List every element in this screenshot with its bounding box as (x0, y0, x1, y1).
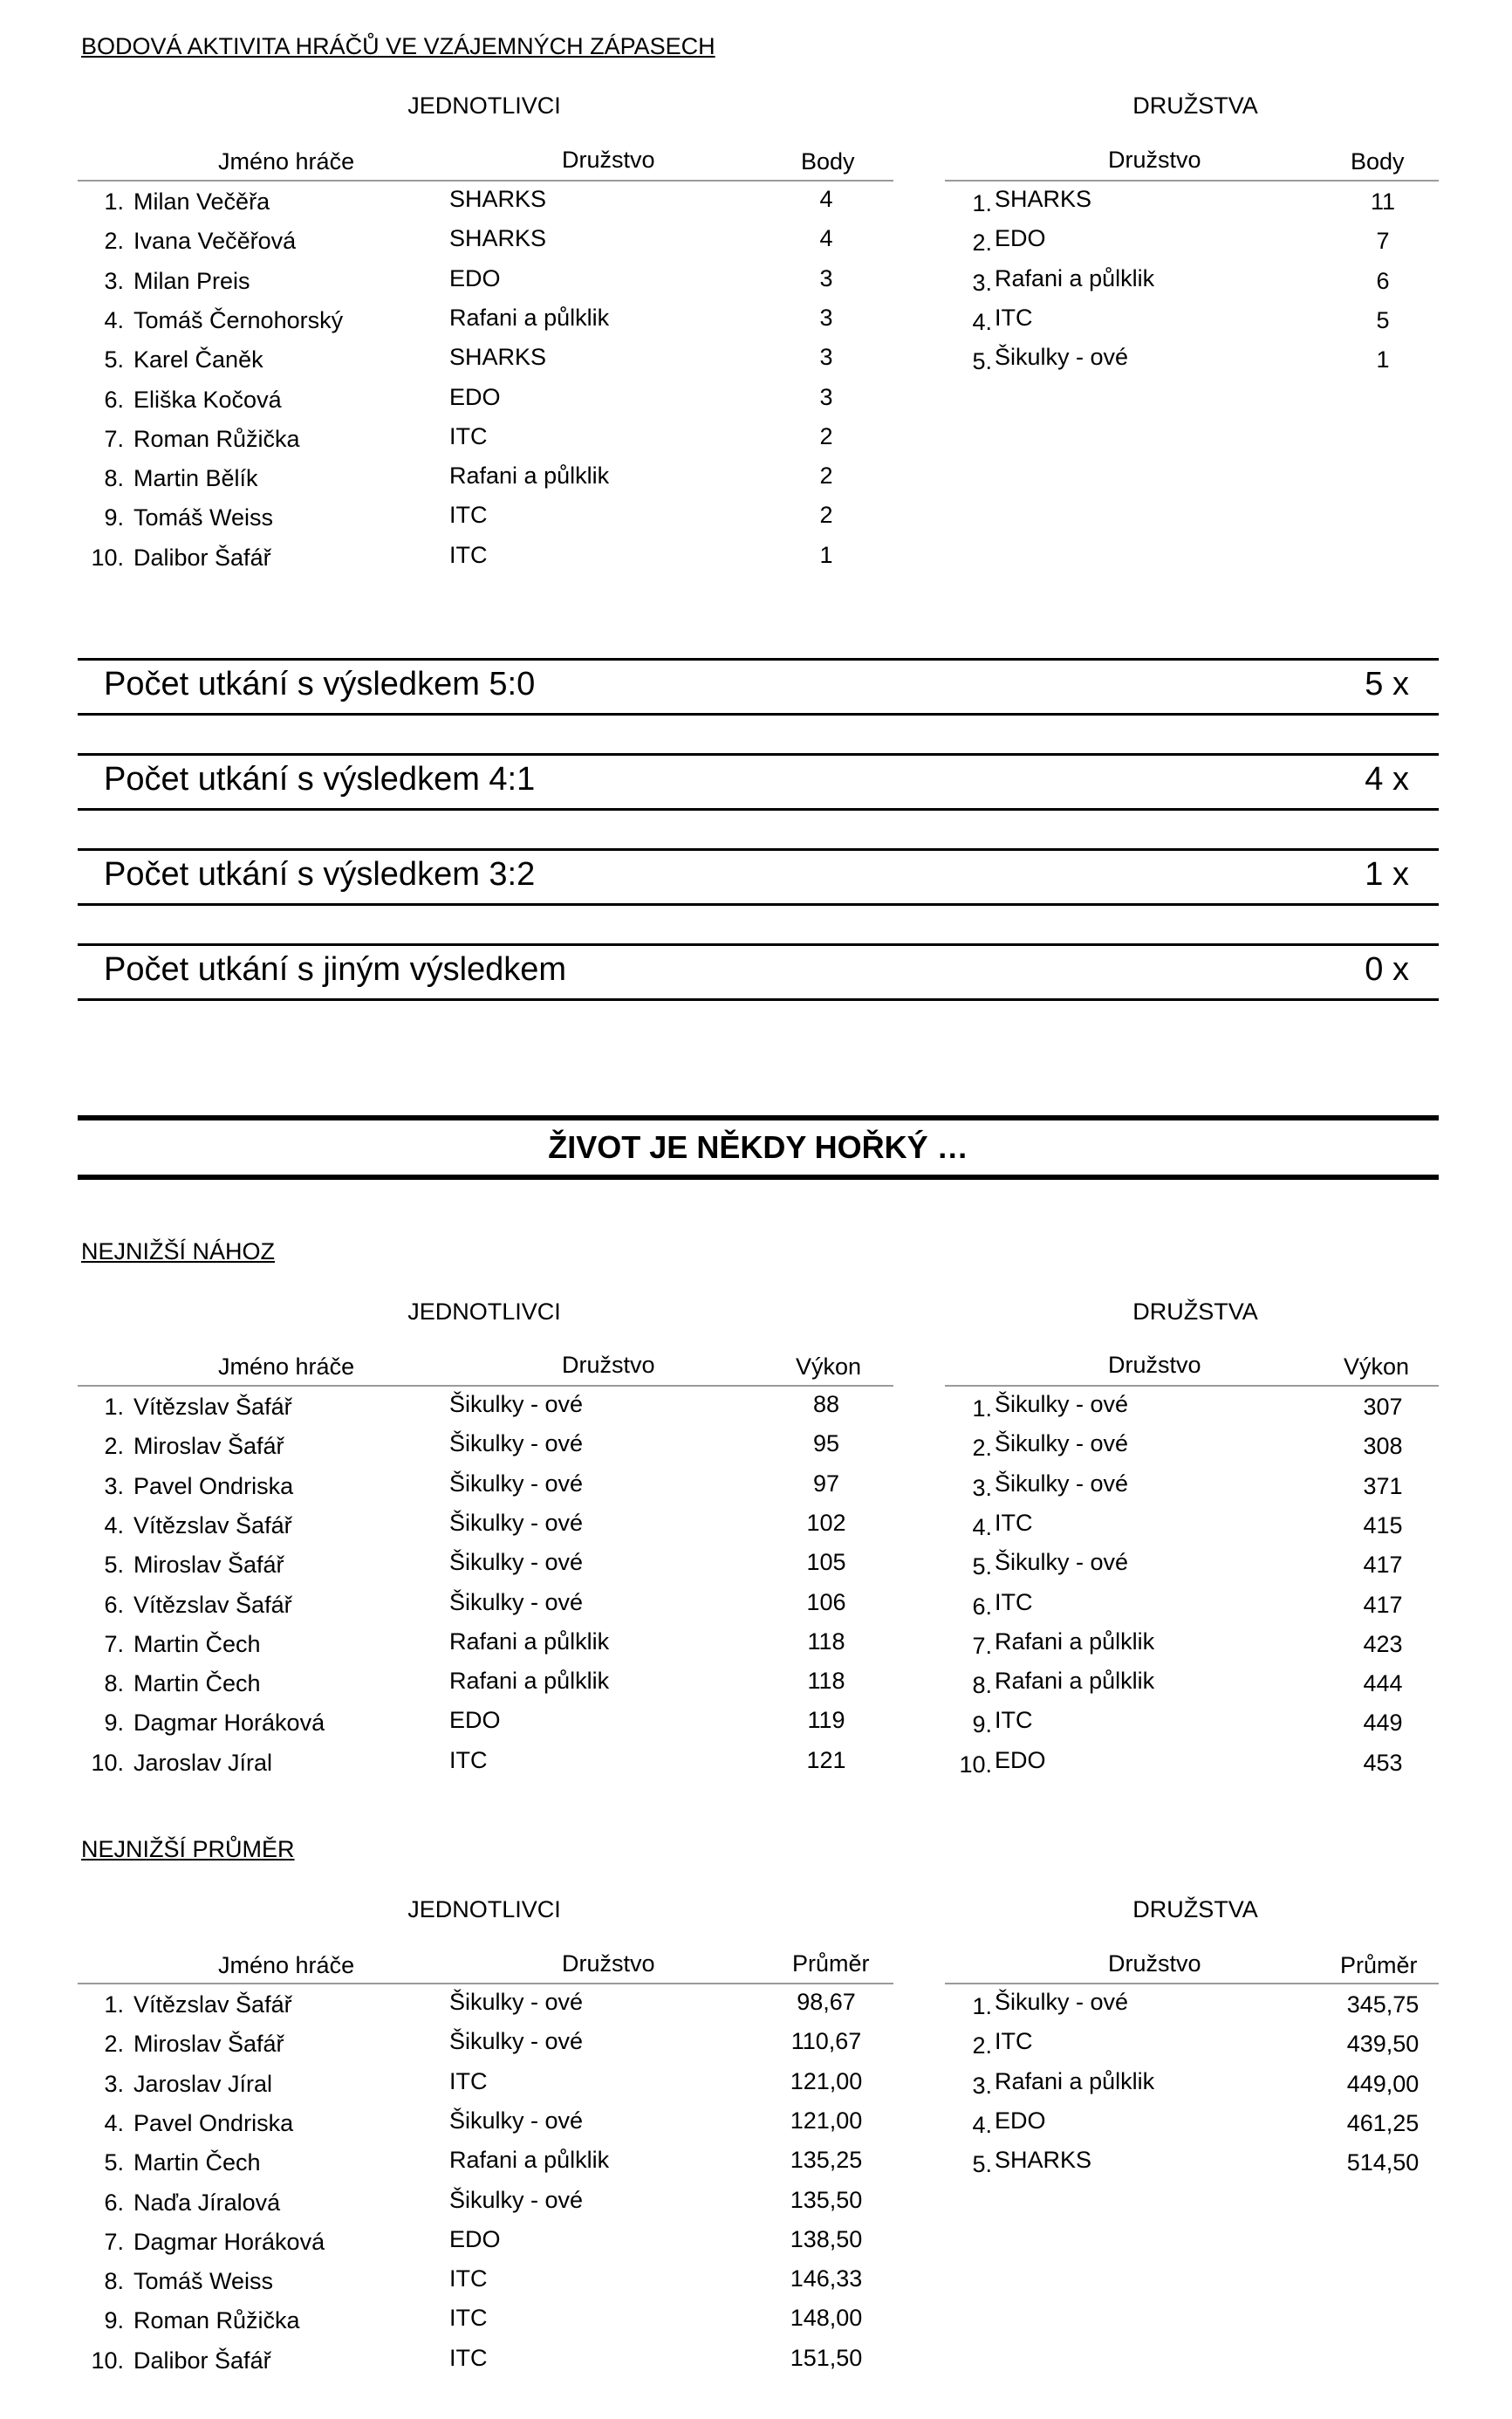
team-name: ITC (449, 422, 488, 449)
lowest-throw-team-header-value: Výkon (1344, 1353, 1410, 1380)
row-rank: 9. (104, 2307, 124, 2334)
player-name: Ivana Večěřová (133, 228, 297, 255)
row-rank: 8. (104, 1670, 124, 1697)
row-value: 105 (806, 1549, 846, 1576)
team-name: Šikulky - ové (449, 2186, 584, 2213)
summary-row-3-2 (78, 848, 1439, 906)
row-value: 307 (1363, 1394, 1403, 1420)
summary-value: 1 x (1365, 856, 1409, 893)
row-value: 95 (812, 1430, 840, 1457)
lowest-throw-individuals-label: JEDNOTLIVCI (407, 1299, 561, 1325)
row-rank: 3. (104, 1472, 124, 1499)
row-rank: 8. (972, 1672, 992, 1699)
lowest-throw-team-header-team: Družstvo (1108, 1352, 1201, 1378)
summary-label: Počet utkání s výsledkem 3:2 (104, 856, 536, 893)
points-header-value: Body (801, 148, 855, 175)
lowest-throw-ind-header-rule (78, 1385, 893, 1387)
team-name: EDO (995, 225, 1046, 252)
row-rank: 4. (104, 306, 124, 333)
team-name: ITC (449, 1746, 488, 1773)
lowest-throw-teams-label: DRUŽSTVA (1132, 1299, 1258, 1325)
row-rank: 4. (104, 1511, 124, 1538)
row-value: 2 (819, 463, 833, 490)
lowest-throw-header-name: Jméno hráče (218, 1353, 355, 1380)
team-name: Šikulky - ové (449, 1989, 584, 2015)
team-name: SHARKS (449, 186, 547, 212)
player-name: Tomáš Černohorský (133, 306, 344, 333)
row-rank: 9. (104, 504, 124, 531)
row-value: 135,25 (790, 2147, 863, 2174)
row-value: 7 (1376, 228, 1390, 255)
row-value: 110,67 (790, 2028, 862, 2055)
team-name: ITC (449, 541, 488, 568)
points-teams-label: DRUŽSTVA (1132, 93, 1258, 119)
player-name: Naďa Jíralová (133, 2189, 281, 2216)
team-name: Šikulky - ové (995, 1470, 1129, 1497)
team-name: Šikulky - ové (995, 1989, 1129, 2015)
row-value: 308 (1363, 1433, 1403, 1460)
team-name: ITC (995, 1509, 1033, 1536)
lowest-average-teams-label: DRUŽSTVA (1132, 1896, 1258, 1922)
row-value: 3 (819, 304, 833, 331)
row-value: 106 (806, 1588, 846, 1615)
player-name: Vítězslav Šafář (133, 1511, 292, 1538)
team-name: SHARKS (995, 186, 1092, 212)
team-name: ITC (449, 502, 488, 529)
row-rank: 6. (972, 1593, 992, 1620)
team-name: Šikulky - ové (995, 344, 1129, 371)
lowest-average-team-header-rule (945, 1983, 1439, 1984)
row-rank: 10. (91, 544, 124, 571)
team-name: Šikulky - ové (449, 1470, 584, 1497)
player-name: Dalibor Šafář (133, 2347, 271, 2374)
row-rank: 5. (104, 346, 124, 373)
player-name: Dagmar Horáková (133, 2228, 325, 2255)
row-value: 5 (1376, 306, 1390, 333)
row-rank: 8. (104, 2268, 124, 2295)
row-rank: 2. (972, 1435, 992, 1462)
player-name: Tomáš Weiss (133, 504, 274, 531)
row-value: 118 (807, 1628, 845, 1655)
player-name: Martin Čech (133, 2149, 261, 2176)
row-rank: 2. (104, 1433, 124, 1460)
lowest-average-individuals-label: JEDNOTLIVCI (407, 1896, 561, 1922)
team-name: ITC (449, 2305, 488, 2332)
team-name: Rafani a půlklik (449, 2147, 610, 2174)
team-name: SHARKS (995, 2147, 1092, 2174)
lowest-average-header-value: Průměr (792, 1950, 870, 1977)
row-rank: 8. (104, 465, 124, 492)
row-value: 417 (1363, 1552, 1403, 1579)
row-rank: 4. (972, 2111, 992, 2138)
banner-text: ŽIVOT JE NĚKDY HOŘKÝ … (548, 1129, 968, 1165)
team-name: Šikulky - ové (449, 2028, 584, 2055)
row-rank: 5. (104, 1552, 124, 1579)
summary-row-other (78, 943, 1439, 1001)
row-rank: 4. (104, 2109, 124, 2136)
row-rank: 3. (972, 269, 992, 296)
points-individuals-label: JEDNOTLIVCI (407, 93, 561, 119)
team-name: Šikulky - ové (449, 1509, 584, 1536)
team-name: Šikulky - ové (995, 1549, 1129, 1576)
row-value: 449 (1363, 1710, 1403, 1737)
row-rank: 1. (104, 1991, 124, 2018)
row-value: 3 (819, 383, 833, 410)
team-name: Šikulky - ové (449, 1549, 584, 1576)
team-name: ITC (449, 2067, 488, 2094)
row-value: 135,50 (790, 2186, 863, 2213)
row-rank: 3. (972, 1474, 992, 1501)
points-section-title: BODOVÁ AKTIVITA HRÁČŮ VE VZÁJEMNÝCH ZÁPASECH (81, 33, 715, 59)
row-rank: 3. (104, 267, 124, 294)
row-value: 98,67 (797, 1989, 856, 2015)
player-name: Miroslav Šafář (133, 1552, 284, 1579)
points-team-header-rule (945, 180, 1439, 182)
row-value: 121,00 (790, 2067, 863, 2094)
player-name: Vítězslav Šafář (133, 1591, 292, 1618)
lowest-average-header-team: Družstvo (562, 1950, 655, 1977)
team-name: ITC (449, 2265, 488, 2292)
row-value: 423 (1363, 1630, 1403, 1657)
banner (78, 1115, 1439, 1180)
row-value: 417 (1363, 1591, 1403, 1618)
row-rank: 2. (972, 230, 992, 257)
team-name: Rafani a půlklik (449, 463, 610, 490)
player-name: Martin Čech (133, 1670, 261, 1697)
team-name: ITC (995, 2028, 1033, 2055)
row-rank: 1. (972, 1993, 992, 2019)
row-rank: 10. (91, 2347, 124, 2374)
row-value: 118 (807, 1668, 845, 1695)
team-name: Rafani a půlklik (449, 304, 610, 331)
team-name: SHARKS (449, 344, 547, 371)
player-name: Martin Čech (133, 1630, 261, 1657)
player-name: Jaroslav Jíral (133, 1749, 273, 1776)
summary-value: 5 x (1365, 666, 1409, 702)
lowest-average-team-header-value: Průměr (1340, 1952, 1418, 1978)
player-name: Eliška Kočová (133, 386, 282, 413)
row-rank: 3. (104, 2070, 124, 2097)
row-rank: 1. (972, 190, 992, 216)
player-name: Dalibor Šafář (133, 544, 271, 571)
row-rank: 5. (972, 2151, 992, 2178)
player-name: Pavel Ondriska (133, 1472, 294, 1499)
row-value: 102 (806, 1509, 846, 1536)
team-name: Rafani a půlklik (449, 1668, 610, 1695)
points-ind-header-rule (78, 180, 893, 182)
row-value: 345,75 (1346, 1991, 1420, 2018)
summary-row-5-0 (78, 658, 1439, 716)
row-value: 3 (819, 264, 833, 291)
team-name: ITC (449, 2344, 488, 2371)
team-name: ITC (995, 304, 1033, 331)
row-value: 121 (806, 1746, 846, 1773)
player-name: Roman Růžička (133, 2307, 300, 2334)
row-value: 148,00 (790, 2305, 863, 2332)
summary-label: Počet utkání s výsledkem 5:0 (104, 666, 536, 702)
row-value: 146,33 (790, 2265, 863, 2292)
player-name: Martin Bělík (133, 465, 258, 492)
row-rank: 6. (104, 386, 124, 413)
team-name: ITC (995, 1707, 1033, 1734)
row-rank: 2. (104, 228, 124, 255)
row-value: 2 (819, 502, 833, 529)
row-rank: 7. (972, 1632, 992, 1659)
row-rank: 5. (104, 2149, 124, 2176)
points-header-name: Jméno hráče (218, 148, 355, 175)
summary-value: 4 x (1365, 761, 1409, 798)
team-name: Šikulky - ové (449, 1430, 584, 1457)
player-name: Dagmar Horáková (133, 1710, 325, 1737)
player-name: Vítězslav Šafář (133, 1394, 292, 1420)
row-value: 4 (819, 225, 833, 252)
row-value: 1 (1376, 346, 1390, 373)
team-name: EDO (449, 383, 501, 410)
team-name: Šikulky - ové (995, 1391, 1129, 1417)
row-rank: 6. (104, 1591, 124, 1618)
player-name: Tomáš Weiss (133, 2268, 274, 2295)
lowest-throw-team-header-rule (945, 1385, 1439, 1387)
player-name: Jaroslav Jíral (133, 2070, 273, 2097)
team-name: EDO (449, 1707, 501, 1734)
row-value: 97 (812, 1470, 840, 1497)
row-rank: 5. (972, 348, 992, 375)
team-name: Šikulky - ové (449, 2107, 584, 2134)
summary-label: Počet utkání s výsledkem 4:1 (104, 761, 536, 798)
row-value: 121,00 (790, 2107, 863, 2134)
player-name: Roman Růžička (133, 425, 300, 452)
team-name: EDO (995, 2107, 1046, 2134)
team-name: SHARKS (449, 225, 547, 252)
summary-label: Počet utkání s jiným výsledkem (104, 951, 567, 988)
row-value: 119 (807, 1707, 845, 1734)
lowest-throw-header-value: Výkon (796, 1353, 862, 1380)
row-value: 444 (1363, 1670, 1403, 1697)
row-value: 449,00 (1346, 2070, 1420, 2097)
player-name: Miroslav Šafář (133, 1433, 284, 1460)
team-name: Rafani a půlklik (995, 1668, 1155, 1695)
lowest-throw-section-title: NEJNIŽŠÍ NÁHOZ (81, 1238, 276, 1264)
team-name: Šikulky - ové (449, 1391, 584, 1417)
team-name: Rafani a půlklik (449, 1628, 610, 1655)
row-value: 3 (819, 344, 833, 371)
row-rank: 7. (104, 1630, 124, 1657)
row-rank: 1. (104, 188, 124, 215)
row-value: 1 (819, 541, 833, 568)
row-value: 138,50 (790, 2225, 863, 2252)
row-rank: 9. (972, 1711, 992, 1738)
team-name: Šikulky - ové (995, 1430, 1129, 1457)
row-value: 88 (812, 1391, 840, 1417)
player-name: Pavel Ondriska (133, 2109, 294, 2136)
lowest-average-ind-header-rule (78, 1983, 893, 1984)
player-name: Vítězslav Šafář (133, 1991, 292, 2018)
row-value: 514,50 (1346, 2149, 1420, 2176)
row-rank: 10. (959, 1751, 992, 1778)
row-value: 415 (1363, 1511, 1403, 1538)
points-header-team: Družstvo (562, 147, 655, 173)
team-name: Šikulky - ové (449, 1588, 584, 1615)
row-rank: 1. (104, 1394, 124, 1420)
row-value: 6 (1376, 267, 1390, 294)
row-value: 11 (1370, 188, 1396, 215)
lowest-average-section-title: NEJNIŽŠÍ PRŮMĚR (81, 1836, 295, 1862)
team-name: EDO (995, 1746, 1046, 1773)
lowest-average-team-header-team: Družstvo (1108, 1950, 1201, 1977)
row-rank: 4. (972, 1513, 992, 1540)
row-rank: 6. (104, 2189, 124, 2216)
row-value: 371 (1363, 1472, 1403, 1499)
summary-row-4-1 (78, 753, 1439, 811)
points-team-header-team: Družstvo (1108, 147, 1201, 173)
lowest-average-header-name: Jméno hráče (218, 1952, 355, 1978)
row-rank: 5. (972, 1553, 992, 1580)
team-name: ITC (995, 1588, 1033, 1615)
row-value: 4 (819, 186, 833, 212)
row-value: 461,25 (1346, 2109, 1420, 2136)
row-value: 151,50 (790, 2344, 863, 2371)
lowest-throw-header-team: Družstvo (562, 1352, 655, 1378)
player-name: Karel Čaněk (133, 346, 263, 373)
team-name: EDO (449, 264, 501, 291)
row-rank: 9. (104, 1710, 124, 1737)
team-name: Rafani a půlklik (995, 1628, 1155, 1655)
player-name: Miroslav Šafář (133, 2031, 284, 2058)
row-rank: 1. (972, 1395, 992, 1422)
points-team-header-value: Body (1351, 148, 1405, 175)
team-name: EDO (449, 2225, 501, 2252)
row-rank: 7. (104, 425, 124, 452)
row-rank: 4. (972, 308, 992, 335)
row-rank: 2. (104, 2031, 124, 2058)
row-rank: 10. (91, 1749, 124, 1776)
team-name: Rafani a půlklik (995, 2067, 1155, 2094)
row-rank: 3. (972, 2072, 992, 2099)
row-value: 439,50 (1346, 2031, 1420, 2058)
summary-value: 0 x (1365, 951, 1409, 988)
row-rank: 2. (972, 2032, 992, 2059)
player-name: Milan Večěřa (133, 188, 270, 215)
player-name: Milan Preis (133, 267, 250, 294)
row-rank: 7. (104, 2228, 124, 2255)
team-name: Rafani a půlklik (995, 264, 1155, 291)
row-value: 453 (1363, 1749, 1403, 1776)
row-value: 2 (819, 422, 833, 449)
